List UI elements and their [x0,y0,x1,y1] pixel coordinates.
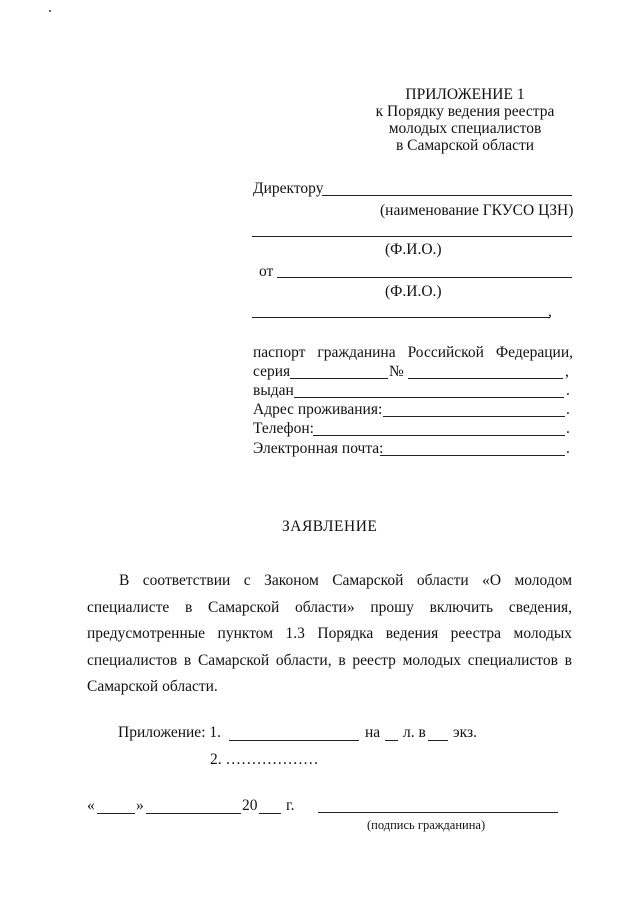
passport-text: паспорт гражданина Российской Федерации, [253,344,573,361]
address-field[interactable] [383,416,565,417]
document-title: ЗАЯВЛЕНИЕ [282,518,378,535]
attachment-label: Приложение: 1. [118,724,221,741]
dot: . [566,420,570,437]
annex-line-4: в Самарской области [395,137,535,154]
annex-line-3: молодых специалистов [388,120,542,137]
annex-number: ПРИЛОЖЕНИЕ 1 [405,86,525,103]
email-field[interactable] [380,455,565,456]
director-field[interactable] [322,195,572,196]
number-sign: № [389,363,404,380]
applicant-name-field[interactable] [277,277,572,278]
dot: . [566,382,570,399]
phone-label: Телефон: [253,420,314,437]
body-paragraph [87,568,572,701]
attachment-on: на [365,724,381,741]
year-prefix: 20 [242,797,258,814]
day-field[interactable] [97,813,135,814]
year-suffix: г. [286,797,295,814]
from-label: от [259,263,274,280]
dot: . [566,401,570,418]
attachment-sheets: л. в [403,724,426,741]
fio-caption-applicant: (Ф.И.О.) [385,283,442,300]
year-field[interactable] [259,813,281,814]
phone-field[interactable] [313,435,565,436]
address-label: Адрес проживания: [253,401,383,418]
date-quote-close: » [136,797,144,814]
annex-line-2: к Порядку ведения реестра [375,103,555,120]
signature-caption: (подпись гражданина) [367,818,486,832]
org-caption: (наименование ГКУСО ЦЗН) [380,202,574,219]
issued-label: выдан [253,382,294,399]
passport-number-field[interactable] [408,378,563,379]
director-label: Директору [253,180,324,197]
org-name-field[interactable] [252,236,572,237]
body-text: В соответствии с Законом Самарской области «О молодом специалисте в Самарской области» прошу включить сведения, предусмотренные пунктом 1.3 Порядка ведения реестра молодых специалистов в Самарской области, в реестр молодых специалистов в Самарской области. [87,572,572,695]
series-label: серия [253,363,291,380]
attachment-copies: экз. [453,724,477,741]
fio-caption-director: (Ф.И.О.) [385,241,442,258]
copies-count-field[interactable] [428,740,448,741]
comma: , [548,303,552,320]
dot: . [566,440,570,457]
scan-dot [49,10,51,12]
month-field[interactable] [146,813,241,814]
email-label: Электронная почта: [253,440,384,457]
date-quote-open: « [87,797,95,814]
attachment-2: 2. ……………… [210,751,319,768]
series-field[interactable] [290,378,388,379]
comma: , [565,363,569,380]
attachment-1-field[interactable] [229,740,359,741]
signature-field[interactable] [318,812,558,813]
sheets-count-field[interactable] [385,740,398,741]
applicant-name-continued-field[interactable] [252,317,550,318]
issued-field[interactable] [294,397,564,398]
